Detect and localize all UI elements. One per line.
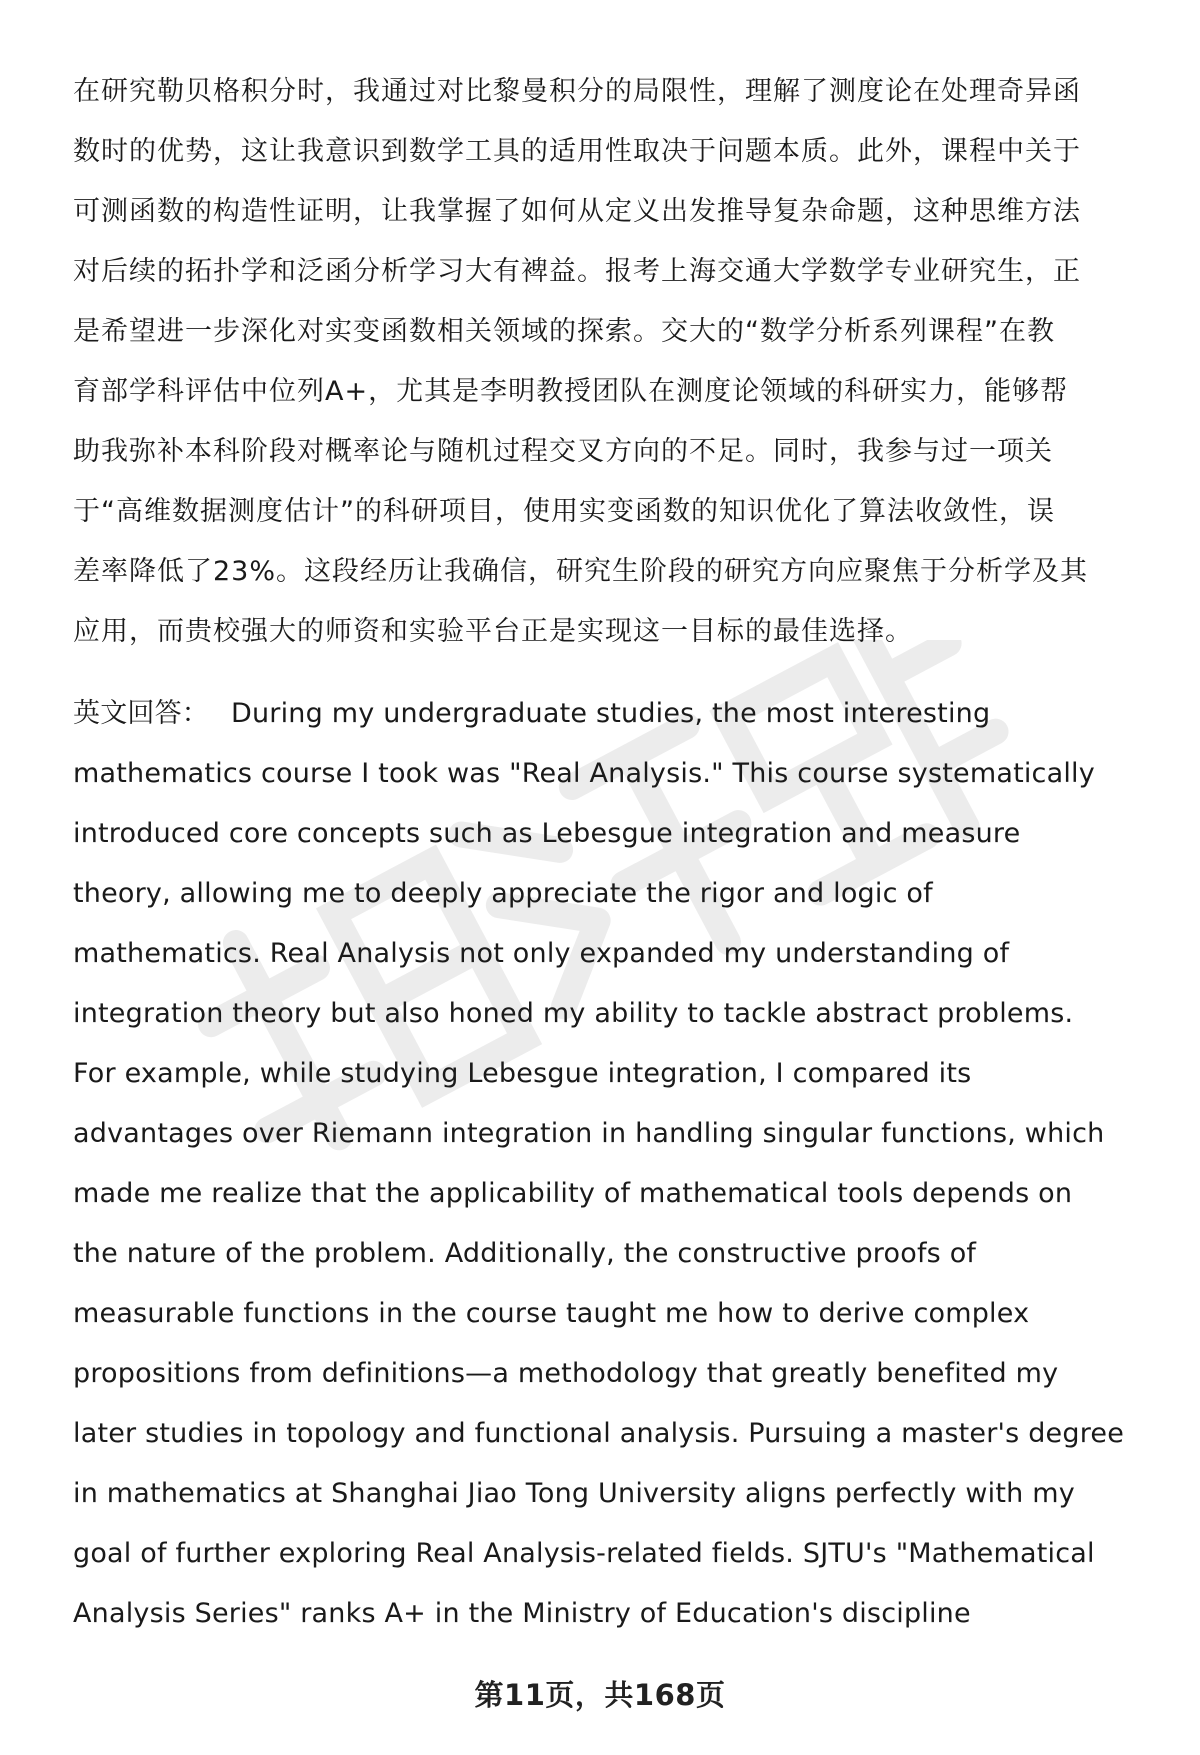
chinese-paragraph-line: 差率降低了23%。这段经历让我确信，研究生阶段的研究方向应聚焦于分析学及其 <box>73 556 1089 587</box>
english-paragraph-line: theory, allowing me to deeply appreciate the rigor and logic of <box>73 878 933 909</box>
chinese-paragraph-line: 育部学科评估中位列A+，尤其是李明教授团队在测度论领域的科研实力，能够帮 <box>73 376 1069 407</box>
chinese-paragraph-line: 数时的优势，这让我意识到数学工具的适用性取决于问题本质。此外，课程中关于 <box>73 136 1081 167</box>
english-paragraph-line: later studies in topology and functional analysis. Pursuing a master's degree <box>73 1418 1125 1449</box>
paragraph-gap <box>73 662 1153 684</box>
english-paragraph-line: propositions from definitions—a methodology that greatly benefited my <box>73 1358 1059 1389</box>
chinese-paragraph-line: 于“高维数据测度估计”的科研项目，使用实变函数的知识优化了算法收敛性，误 <box>73 496 1055 527</box>
english-paragraph-line: in mathematics at Shanghai Jiao Tong University aligns perfectly with my <box>73 1478 1075 1509</box>
english-paragraph-line: Analysis Series" ranks A+ in the Ministry of Education's discipline <box>73 1598 971 1629</box>
english-paragraph-line: mathematics. Real Analysis not only expanded my understanding of <box>73 938 1010 969</box>
english-paragraph-line: made me realize that the applicability of mathematical tools depends on <box>73 1178 1073 1209</box>
english-paragraph-line: During my undergraduate studies, the most interesting <box>231 698 991 729</box>
document-body <box>73 62 1153 1644</box>
english-paragraph-line: the nature of the problem. Additionally, the constructive proofs of <box>73 1238 977 1269</box>
page-number-footer: 第11页，共168页 <box>474 1678 726 1712</box>
chinese-paragraph-line: 可测函数的构造性证明，让我掌握了如何从定义出发推导复杂命题，这种思维方法 <box>73 196 1081 227</box>
english-paragraph-line: measurable functions in the course taught me how to derive complex <box>73 1298 1030 1329</box>
chinese-paragraph-line: 助我弥补本科阶段对概率论与随机过程交叉方向的不足。同时，我参与过一项关 <box>73 436 1053 467</box>
english-paragraph-first-line <box>73 684 1153 744</box>
english-paragraph-line: introduced core concepts such as Lebesgue integration and measure <box>73 818 1021 849</box>
chinese-paragraph-line: 是希望进一步深化对实变函数相关领域的探索。交大的“数学分析系列课程”在教 <box>73 316 1055 347</box>
english-answer-label: 英文回答： <box>73 698 209 729</box>
english-paragraph-line: goal of further exploring Real Analysis-related fields. SJTU's "Mathematical <box>73 1538 1095 1569</box>
chinese-paragraph-line: 对后续的拓扑学和泛函分析学习大有裨益。报考上海交通大学数学专业研究生，正 <box>73 256 1081 287</box>
english-paragraph-line: advantages over Riemann integration in handling singular functions, which <box>73 1118 1105 1149</box>
english-paragraph-line: integration theory but also honed my ability to tackle abstract problems. <box>73 998 1074 1029</box>
chinese-paragraph-line: 应用，而贵校强大的师资和实验平台正是实现这一目标的最佳选择。 <box>73 616 913 647</box>
chinese-paragraph-line: 在研究勒贝格积分时，我通过对比黎曼积分的局限性，理解了测度论在处理奇异函 <box>73 76 1081 107</box>
english-paragraph-line: For example, while studying Lebesgue integration, I compared its <box>73 1058 972 1089</box>
english-paragraph-line: mathematics course I took was "Real Analysis." This course systematically <box>73 758 1095 789</box>
